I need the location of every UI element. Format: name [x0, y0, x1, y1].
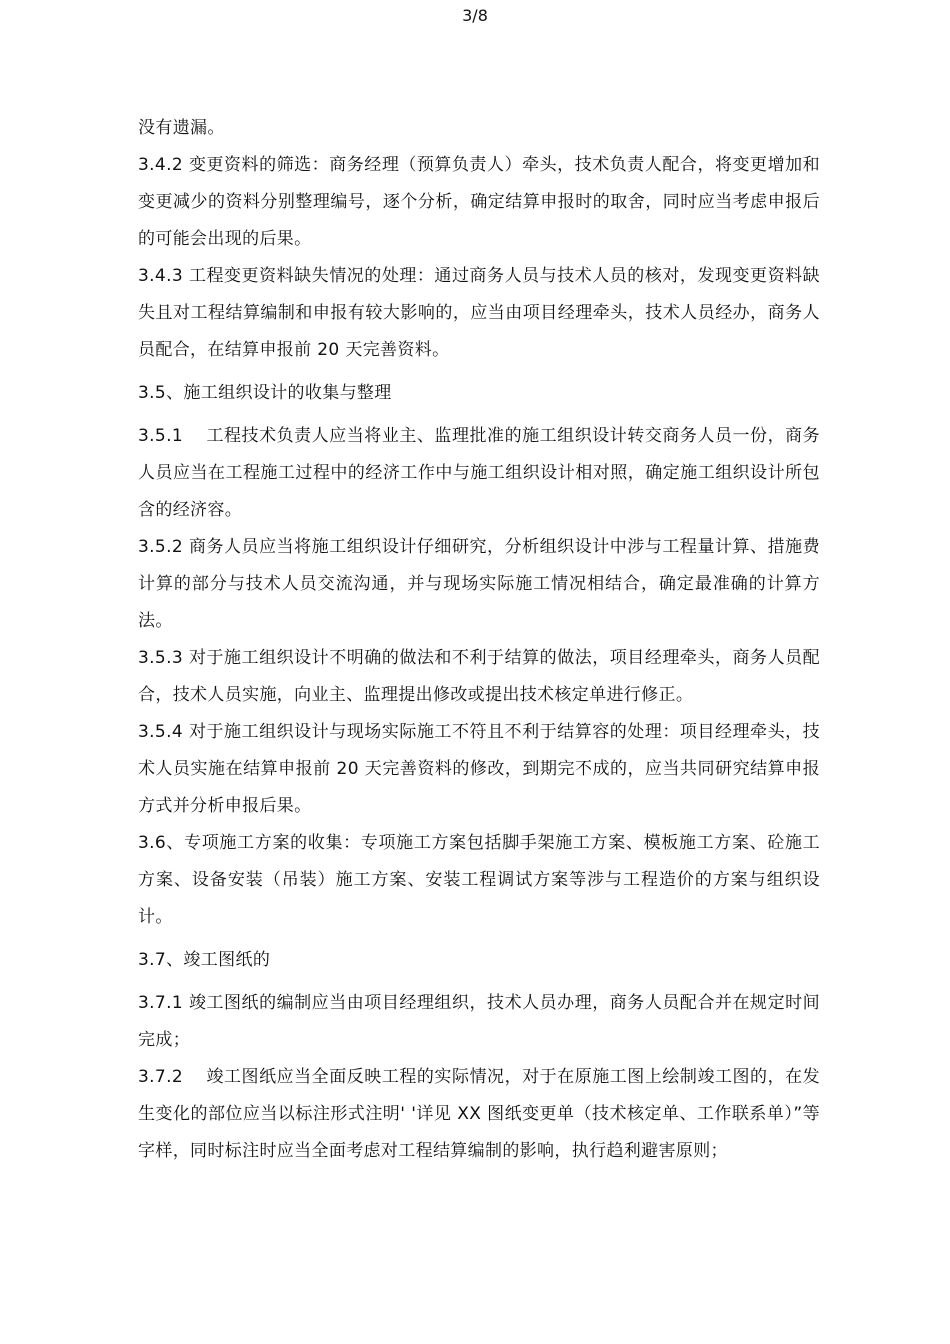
paragraph-3-5-1: 3.5.1 工程技术负责人应当将业主、监理批准的施工组织设计转交商务人员一份，商务人员应当在工程施工过程中的经济工作中与施工组织设计相对照，确定施工组织设计所包含的经济容。 — [138, 426, 820, 520]
section-heading-3-7: 3.7、竣工图纸的 — [138, 950, 271, 970]
paragraph-3-5-4: 3.5.4 对于施工组织设计与现场实际施工不符且不利于结算容的处理：项目经理牵头，技术人员实施在结算申报前 20 天完善资料的修改，到期完不成的，应当共同研究结算申报方式并分析申报后果。 — [138, 722, 820, 816]
paragraph-3-4-2: 3.4.2 变更资料的筛选：商务经理（预算负责人）牵头，技术负责人配合，将变更增加和变更减少的资料分别整理编号，逐个分析，确定结算申报时的取舍，同时应当考虑申报后的可能会出现的后果。 — [138, 155, 820, 249]
paragraph-continuation: 没有遗漏。 — [138, 118, 225, 138]
paragraph-3-5-2: 3.5.2 商务人员应当将施工组织设计仔细研究，分析组织设计中涉与工程量计算、措施费计算的部分与技术人员交流沟通，并与现场实际施工情况相结合，确定最准确的计算方法。 — [138, 537, 820, 631]
paragraph-3-7-1: 3.7.1 竣工图纸的编制应当由项目经理组织，技术人员办理，商务人员配合并在规定时间完成； — [138, 993, 820, 1050]
paragraph-3-4-3: 3.4.3 工程变更资料缺失情况的处理：通过商务人员与技术人员的核对，发现变更资料缺失且对工程结算编制和申报有较大影响的，应当由项目经理牵头，技术人员经办，商务人员配合，在结算申报前 20 天完善资料。 — [138, 266, 820, 360]
page-number: 3/8 — [462, 6, 488, 25]
section-heading-3-5: 3.5、施工组织设计的收集与整理 — [138, 383, 392, 403]
paragraph-3-7-2: 3.7.2 竣工图纸应当全面反映工程的实际情况，对于在原施工图上绘制竣工图的，在发生变化的部位应当以标注形式注明' '详见 XX 图纸变更单（技术核定单、工作联系单）”等字样，同时标注时应当全面考虑对工程结算编制的影响，执行趋利避害原则； — [138, 1067, 820, 1161]
paragraph-3-5-3: 3.5.3 对于施工组织设计不明确的做法和不利于结算的做法，项目经理牵头，商务人员配合，技术人员实施，向业主、监理提出修改或提出技术核定单进行修正。 — [138, 648, 820, 705]
paragraph-3-6: 3.6、专项施工方案的收集：专项施工方案包括脚手架施工方案、模板施工方案、砼施工方案、设备安装（吊装）施工方案、安装工程调试方案等涉与工程造价的方案与组织设计。 — [138, 833, 820, 927]
document-body — [138, 110, 820, 1170]
